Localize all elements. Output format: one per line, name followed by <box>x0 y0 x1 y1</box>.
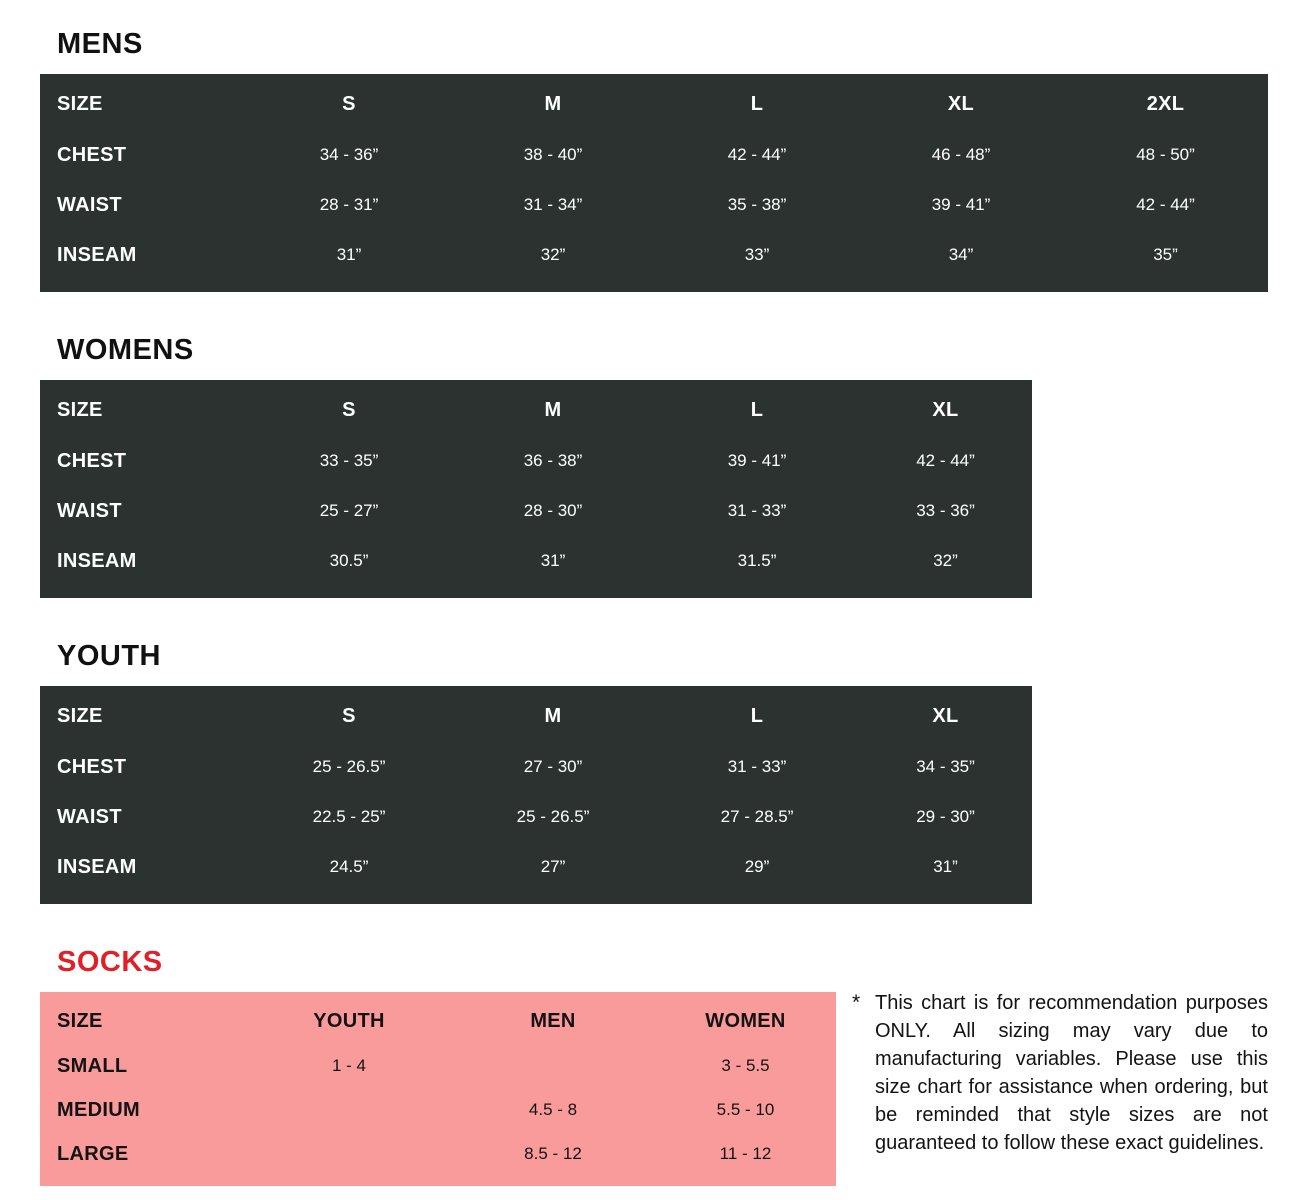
table-cell: 31 - 34” <box>523 195 583 214</box>
section-title-youth: YOUTH <box>57 640 161 672</box>
table-cell: 25 - 26.5” <box>312 757 386 776</box>
table-header-row <box>40 690 1032 742</box>
table-cell: 4.5 - 8 <box>528 1100 578 1119</box>
row-label: INSEAM <box>57 549 137 572</box>
table-row <box>40 230 1268 280</box>
socks-table <box>40 998 836 1176</box>
row-label: LARGE <box>57 1142 129 1165</box>
table-cell: 29” <box>744 857 770 876</box>
table-cell: 36 - 38” <box>523 451 583 470</box>
column-header: S <box>342 398 356 421</box>
disclaimer-asterisk: * <box>852 991 861 1014</box>
table-cell: 34 - 35” <box>916 757 975 776</box>
row-label: CHEST <box>57 755 127 778</box>
column-header: S <box>342 704 356 727</box>
youth-size-table <box>40 686 1032 904</box>
row-label: MEDIUM <box>57 1098 140 1121</box>
column-header: L <box>750 92 764 115</box>
section-title-womens: WOMENS <box>57 334 194 366</box>
table-cell: 25 - 26.5” <box>516 807 590 826</box>
table-cell: 8.5 - 12 <box>524 1144 582 1163</box>
table-cell: 25 - 27” <box>319 501 379 520</box>
table-cell: 31.5” <box>737 551 777 570</box>
row-label: INSEAM <box>57 243 137 266</box>
table-cell <box>247 1132 451 1176</box>
table-row <box>40 180 1268 230</box>
section-youth <box>40 640 1268 904</box>
table-row <box>40 536 1032 586</box>
table-cell: 31 - 33” <box>727 501 787 520</box>
column-header: L <box>750 704 764 727</box>
row-label: WAIST <box>57 499 122 522</box>
table-cell: 28 - 30” <box>523 501 583 520</box>
table-row <box>40 742 1032 792</box>
table-cell: 35” <box>1153 245 1178 264</box>
table-cell: 34” <box>948 245 974 264</box>
row-label: SMALL <box>57 1054 128 1077</box>
row-label: CHEST <box>57 449 127 472</box>
row-label: WAIST <box>57 805 122 828</box>
table-header-row <box>40 998 836 1044</box>
table-cell: 31” <box>933 857 958 876</box>
section-title-socks: SOCKS <box>57 946 163 978</box>
column-header: S <box>342 92 356 115</box>
section-title-mens: MENS <box>57 28 143 60</box>
table-cell: 33” <box>744 245 770 264</box>
column-header: M <box>544 398 562 421</box>
table-row <box>40 130 1268 180</box>
column-header: M <box>544 704 562 727</box>
table-cell: 48 - 50” <box>1136 145 1195 164</box>
row-label: SIZE <box>57 704 103 727</box>
row-label: SIZE <box>57 398 103 421</box>
table-row <box>40 842 1032 892</box>
disclaimer-text: This chart is for recommendation purposes ONLY. All sizing may vary due to manufacturing variables. Please use this size chart for assistance when ordering, but be reminded that style sizes are not guaranteed to follow these exact guidelines. <box>875 992 1268 1154</box>
table-cell: 27 - 28.5” <box>720 807 794 826</box>
column-header: L <box>750 398 764 421</box>
table-row <box>40 1132 836 1176</box>
youth-table <box>40 690 1032 892</box>
table-cell: 3 - 5.5 <box>721 1056 770 1075</box>
table-cell: 24.5” <box>329 857 369 876</box>
womens-table <box>40 384 1032 586</box>
table-cell: 5.5 - 10 <box>716 1100 775 1119</box>
table-cell <box>451 1044 655 1088</box>
table-cell: 42 - 44” <box>916 451 975 470</box>
table-cell <box>247 1088 451 1132</box>
column-header: WOMEN <box>705 1009 786 1032</box>
section-womens <box>40 334 1268 598</box>
column-header: MEN <box>530 1009 576 1032</box>
table-cell: 34 - 36” <box>319 145 379 164</box>
table-cell: 27 - 30” <box>523 757 583 776</box>
table-cell: 32” <box>933 551 958 570</box>
table-cell: 11 - 12 <box>719 1144 772 1163</box>
table-cell: 32” <box>540 245 566 264</box>
column-header: 2XL <box>1146 92 1185 115</box>
row-label: WAIST <box>57 193 122 216</box>
table-header-row <box>40 78 1268 130</box>
socks-and-disclaimer-row <box>40 946 1268 1186</box>
table-cell: 38 - 40” <box>523 145 583 164</box>
row-label: CHEST <box>57 143 127 166</box>
table-cell: 27” <box>540 857 566 876</box>
table-row <box>40 1044 836 1088</box>
mens-size-table <box>40 74 1268 292</box>
table-cell: 31” <box>540 551 566 570</box>
table-cell: 30.5” <box>329 551 369 570</box>
column-header: XL <box>932 398 959 421</box>
disclaimer <box>852 989 1268 1157</box>
row-label: SIZE <box>57 92 103 115</box>
section-mens <box>40 28 1268 292</box>
table-row <box>40 792 1032 842</box>
table-cell: 39 - 41” <box>727 451 787 470</box>
table-cell: 29 - 30” <box>916 807 975 826</box>
table-cell: 22.5 - 25” <box>312 807 386 826</box>
table-header-row <box>40 384 1032 436</box>
table-row <box>40 436 1032 486</box>
mens-table <box>40 78 1268 280</box>
column-header: XL <box>932 704 959 727</box>
table-cell: 33 - 35” <box>319 451 379 470</box>
table-cell: 39 - 41” <box>931 195 991 214</box>
column-header: XL <box>947 92 975 115</box>
table-row <box>40 1088 836 1132</box>
table-cell: 33 - 36” <box>916 501 975 520</box>
table-row <box>40 486 1032 536</box>
row-label: INSEAM <box>57 855 137 878</box>
table-cell: 1 - 4 <box>331 1056 367 1075</box>
socks-size-table <box>40 992 836 1186</box>
row-label: SIZE <box>57 1009 103 1032</box>
table-cell: 31 - 33” <box>727 757 787 776</box>
column-header: M <box>544 92 562 115</box>
table-cell: 42 - 44” <box>1136 195 1195 214</box>
womens-size-table <box>40 380 1032 598</box>
table-cell: 28 - 31” <box>319 195 379 214</box>
section-socks <box>40 946 836 1186</box>
column-header: YOUTH <box>313 1009 385 1032</box>
table-cell: 35 - 38” <box>727 195 787 214</box>
table-cell: 42 - 44” <box>727 145 787 164</box>
table-cell: 31” <box>336 245 362 264</box>
table-cell: 46 - 48” <box>931 145 991 164</box>
